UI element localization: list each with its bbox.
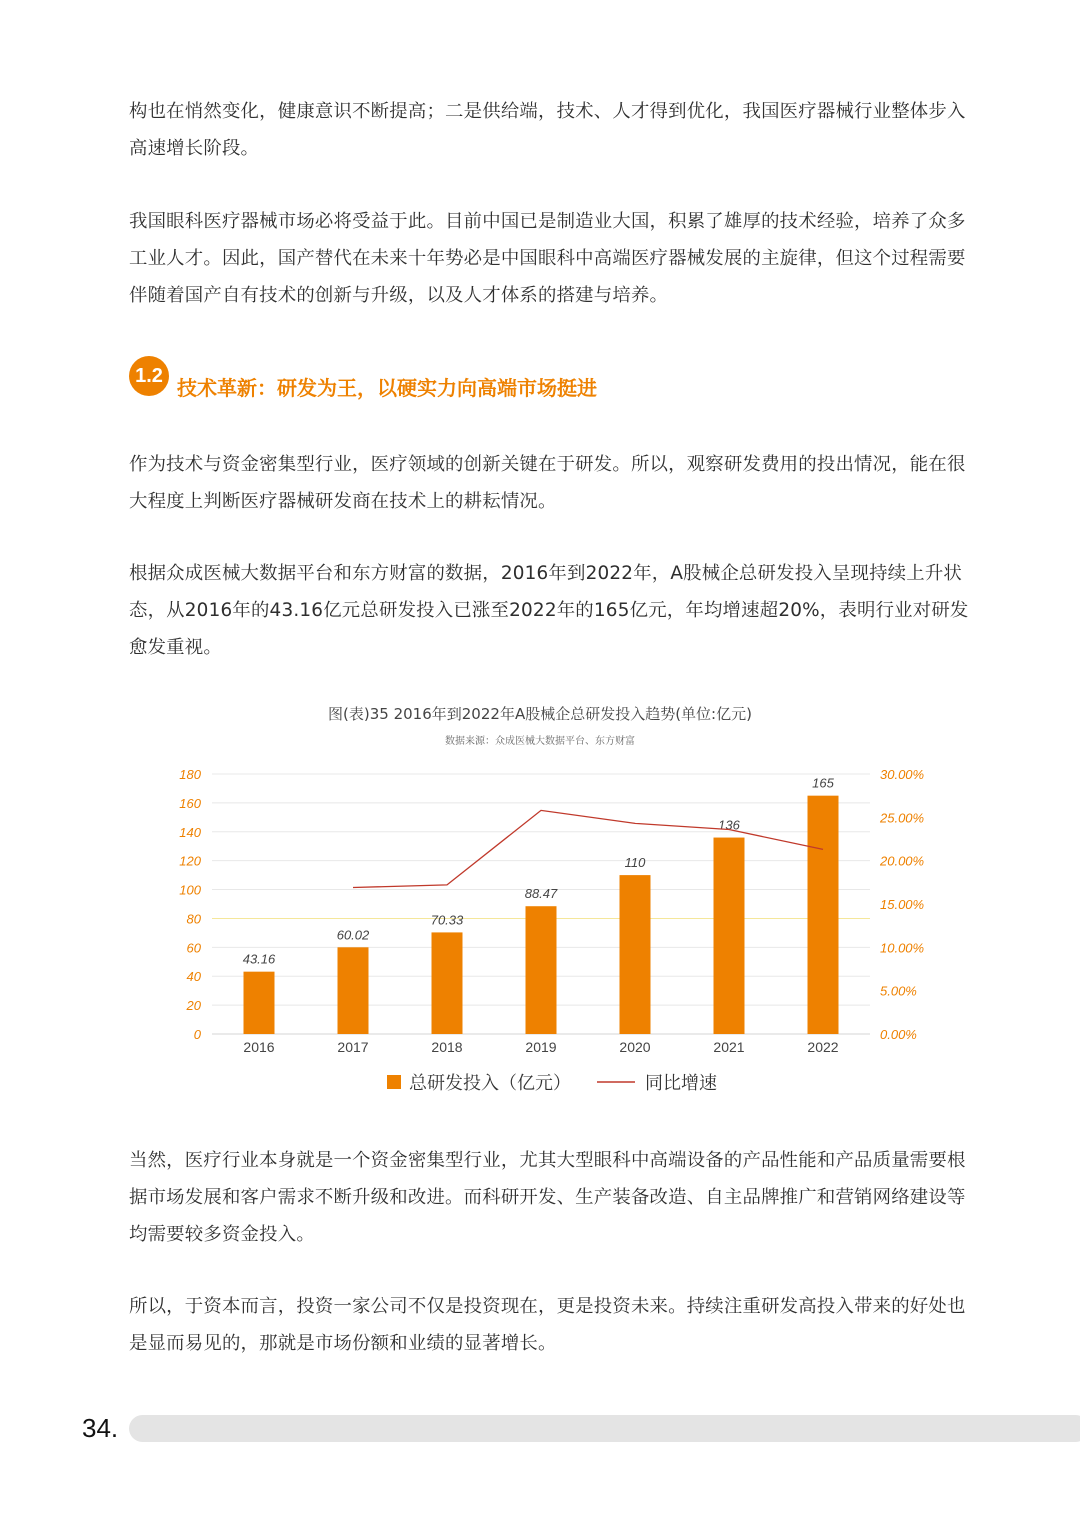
growth-rate-line: [353, 810, 823, 887]
left-axis-tick-label: 0: [193, 1027, 201, 1042]
x-axis-tick-label: 2018: [431, 1039, 463, 1055]
right-axis-tick-label: 0.00%: [880, 1027, 917, 1042]
legend-line-label: 同比增速: [645, 1073, 717, 1094]
chart-source: 数据来源：众成医械大数据平台、东方财富: [445, 736, 635, 747]
bar: [526, 906, 557, 1034]
left-axis-tick-label: 20: [186, 998, 201, 1014]
bar: [432, 932, 463, 1034]
x-axis-tick-label: 2022: [807, 1039, 839, 1055]
paragraph-1: 构也在悄然变化，健康意识不断提高；二是供给端，技术、人才得到优化，我国医疗器械行业整体步入高速增长阶段。: [129, 101, 966, 159]
bar-data-label: 43.16: [242, 951, 276, 967]
x-axis-tick-label: 2017: [337, 1039, 369, 1055]
paragraph-5: 当然，医疗行业本身就是一个资金密集型行业，尤其大型眼科中高端设备的产品性能和产品质量需要根据市场发展和客户需求不断升级和改进。而科研开发、生产装备改造、自主品牌推广和营销网络建设等均需要较多资金投入。: [129, 1150, 966, 1245]
x-axis-tick-label: 2021: [713, 1039, 745, 1055]
footer-bar: [129, 1415, 1080, 1442]
left-axis-tick-label: 120: [179, 853, 201, 869]
left-axis-tick-label: 180: [179, 767, 201, 782]
bar-data-label: 70.33: [430, 912, 464, 928]
bar: [714, 838, 745, 1034]
right-axis-tick-label: 20.00%: [880, 853, 925, 869]
paragraph-4: 根据众成医械大数据平台和东方财富的数据，2016年到2022年，A股械企总研发投入呈现持续上升状态，从2016年的43.16亿元总研发投入已涨至2022年的165亿元，年均增速超20%，表明行业对研发愈发重视。: [129, 563, 969, 658]
x-axis-tick-label: 2019: [525, 1039, 557, 1055]
chart-title: 图(表)35 2016年到2022年A股械企总研发投入趋势(单位:亿元): [328, 705, 752, 723]
right-axis-tick-label: 10.00%: [880, 940, 925, 956]
bar-data-label: 60.02: [336, 927, 370, 943]
paragraph-6: 所以，于资本而言，投资一家公司不仅是投资现在，更是投资未来。持续注重研发高投入带来的好处也是显而易见的，那就是市场份额和业绩的显著增长。: [129, 1296, 966, 1354]
bar-data-label: 88.47: [524, 886, 558, 902]
right-axis-tick-label: 15.00%: [880, 897, 925, 912]
bar-data-label: 110: [624, 855, 646, 871]
right-axis-tick-label: 5.00%: [880, 983, 917, 999]
left-axis-tick-label: 60: [186, 940, 201, 956]
legend-bar-swatch: [387, 1075, 401, 1089]
paragraph-3: 作为技术与资金密集型行业，医疗领域的创新关键在于研发。所以，观察研发费用的投出情况，能在很大程度上判断医疗器械研发商在技术上的耕耘情况。: [129, 454, 966, 512]
left-axis-tick-label: 140: [179, 824, 201, 840]
left-axis-tick-label: 40: [186, 969, 201, 985]
bar-data-label: 136: [718, 817, 740, 833]
legend-bar-label: 总研发投入（亿元）: [409, 1073, 571, 1094]
bar-data-label: 165: [812, 775, 834, 791]
left-axis-tick-label: 80: [186, 911, 201, 927]
paragraph-2: 我国眼科医疗器械市场必将受益于此。目前中国已是制造业大国，积累了雄厚的技术经验，培养了众多工业人才。因此，国产替代在未来十年势必是中国眼科中高端医疗器械发展的主旋律，但这个过程需要伴随着国产自有技术的创新与升级，以及人才体系的搭建与培养。: [129, 211, 966, 306]
page-number: 34.: [82, 1413, 119, 1443]
left-axis-tick-label: 100: [179, 882, 201, 898]
bar: [620, 875, 651, 1034]
left-axis-tick-label: 160: [179, 795, 201, 811]
right-axis-tick-label: 30.00%: [880, 767, 925, 782]
x-axis-tick-label: 2016: [243, 1039, 275, 1055]
bar: [808, 796, 839, 1034]
x-axis-tick-label: 2020: [619, 1039, 651, 1055]
section-title: 技术革新：研发为王，以硬实力向高端市场挺进: [177, 376, 597, 400]
right-axis-tick-label: 25.00%: [880, 810, 925, 826]
bar: [338, 947, 369, 1034]
section-number-badge: 1.2: [129, 356, 169, 396]
bar: [244, 972, 275, 1034]
